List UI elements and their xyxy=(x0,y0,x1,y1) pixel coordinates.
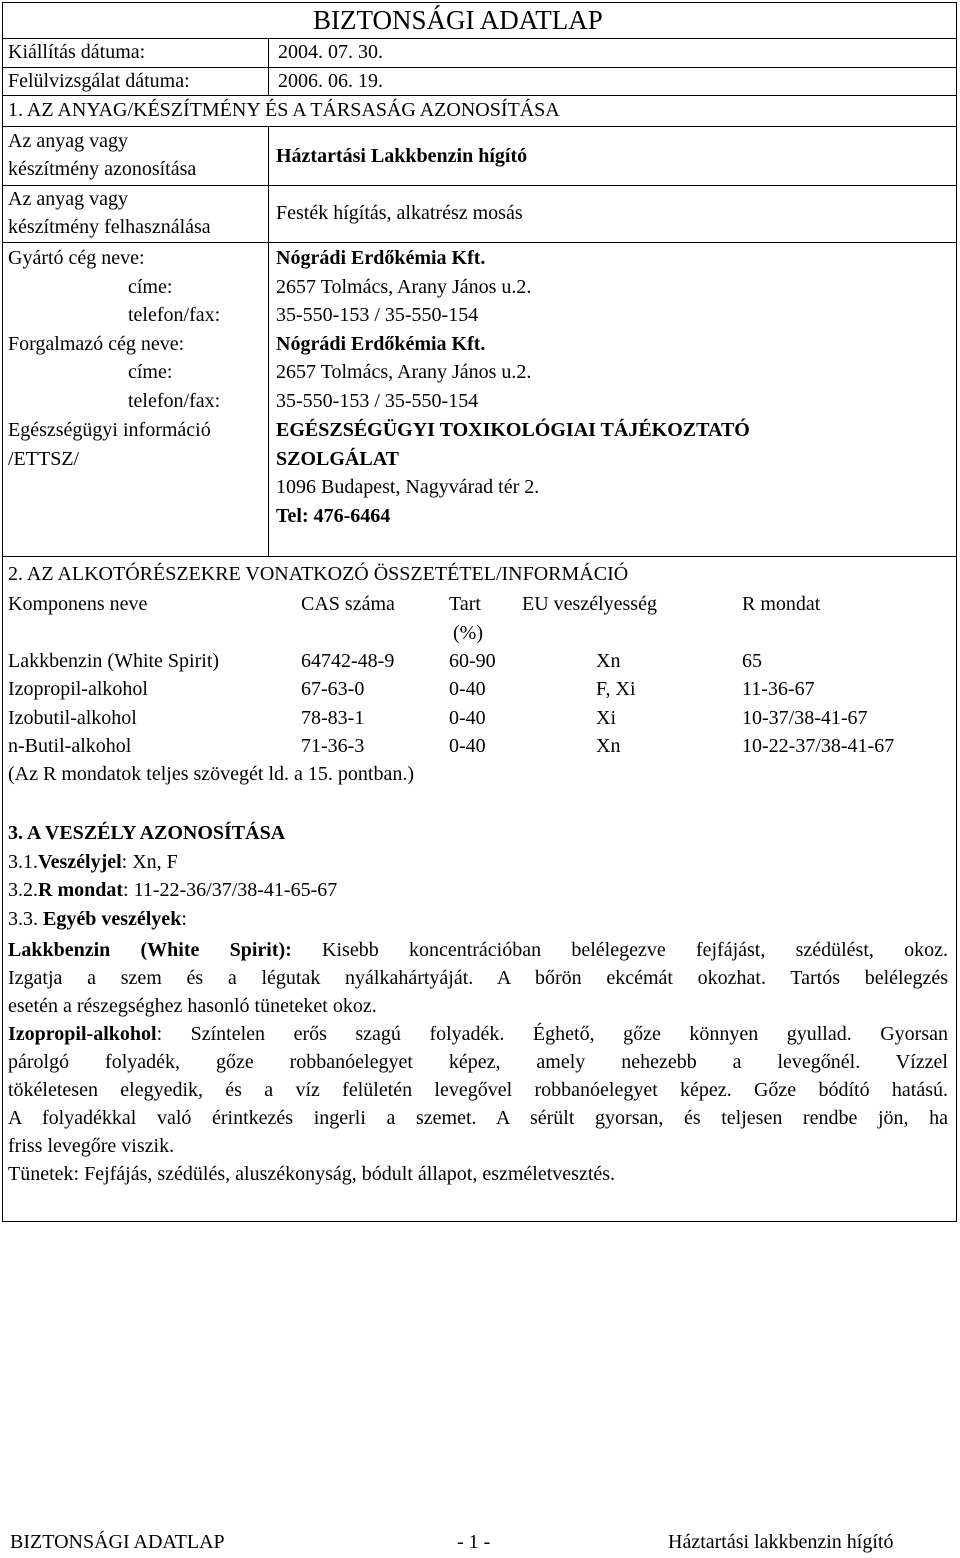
other-hazards-line xyxy=(8,908,187,930)
hazard-symbol-number: 3.1. xyxy=(8,851,38,873)
rule-issue-bottom xyxy=(2,67,957,68)
section2-heading: 2. AZ ALKOTÓRÉSZEKRE VONATKOZÓ ÖSSZETÉTEL/INFORMÁCIÓ xyxy=(8,563,629,585)
col-header-hazard: EU veszélyesség xyxy=(522,593,657,615)
row4-cas: 71-36-3 xyxy=(301,735,365,757)
row3-content: 0-40 xyxy=(449,707,486,729)
row2-content: 0-40 xyxy=(449,678,486,700)
other-hazards-label: Egyéb veszélyek xyxy=(43,908,182,930)
manufacturer-address: 2657 Tolmács, Arany János u.2. xyxy=(276,276,532,298)
other-hazards-number: 3.3. xyxy=(8,908,38,930)
health-service-phone: Tel: 476-6464 xyxy=(276,505,391,527)
health-service-name-line1: EGÉSZSÉGÜGYI TOXIKOLÓGIAI TÁJÉKOZTATÓ xyxy=(276,419,750,441)
row2-hazard: F, Xi xyxy=(596,678,636,700)
distributor-phone: 35-550-153 / 35-550-154 xyxy=(276,390,479,412)
row3-name: Izobutil-alkohol xyxy=(8,707,137,729)
rule-review-bottom xyxy=(2,95,957,96)
white-spirit-lead: Lakkbenzin (White Spirit): xyxy=(8,939,292,961)
isopropanol-line4: A folyadékkal való érintkezés ingerli a szemet. A sérült gyorsan, és teljesen rendbe jön, ha xyxy=(8,1107,948,1129)
col-header-cas: CAS száma xyxy=(301,593,395,615)
id-label-line1: Az anyag vagy xyxy=(8,130,128,152)
section3-heading: 3. A VESZÉLY AZONOSÍTÁSA xyxy=(8,822,286,844)
row3-rphrase: 10-37/38-41-67 xyxy=(742,707,868,729)
product-use: Festék hígítás, alkatrész mosás xyxy=(276,202,523,224)
distributor-address: 2657 Tolmács, Arany János u.2. xyxy=(276,361,532,383)
row1-cas: 64742-48-9 xyxy=(301,650,395,672)
isopropanol-line1 xyxy=(8,1020,948,1048)
rule-date-column xyxy=(268,38,269,95)
footer-page-number: - 1 - xyxy=(457,1531,491,1553)
white-spirit-line2: Izgatja a szem és a légutak nyálkahártyáját. A bőrön ekcémát okozhat. Tartós belélegzés xyxy=(8,967,948,989)
isopropanol-lead: Izopropil-alkohol xyxy=(8,1023,157,1045)
hazard-symbol-label: Veszélyjel xyxy=(38,851,122,873)
row2-name: Izopropil-alkohol xyxy=(8,678,148,700)
row3-cas: 78-83-1 xyxy=(301,707,365,729)
rule-use-bottom xyxy=(2,242,957,243)
rule-section1-column xyxy=(268,126,269,556)
rphrase-label: R mondat xyxy=(38,879,124,901)
row1-rphrase: 65 xyxy=(742,650,762,672)
manufacturer-name: Nógrádi Erdőkémia Kft. xyxy=(276,247,486,269)
row4-content: 0-40 xyxy=(449,735,486,757)
rule-title-bottom xyxy=(2,38,957,39)
health-info-label-line2: /ETTSZ/ xyxy=(8,448,80,470)
isopropanol-line2: párolgó folyadék, gőze robbanóelegyet képez, amely nehezebb a levegőnél. Vízzel xyxy=(8,1051,948,1073)
rphrase-note: (Az R mondatok teljes szövegét ld. a 15. pontban.) xyxy=(8,763,415,785)
hazard-symbol-value: : Xn, F xyxy=(121,851,178,873)
distributor-address-label: címe: xyxy=(128,361,173,383)
rphrase-line xyxy=(8,879,337,901)
white-spirit-text1: Kisebb koncentrációban belélegezve fejfájást, szédülést, okoz. xyxy=(291,939,948,961)
row2-rphrase: 11-36-67 xyxy=(742,678,815,700)
id-label-line2: készítmény azonosítása xyxy=(8,158,197,180)
white-spirit-line1 xyxy=(8,936,948,964)
symptoms-line: Tünetek: Fejfájás, szédülés, aluszékonyság, bódult állapot, eszméletvesztés. xyxy=(8,1163,616,1185)
rule-id-bottom xyxy=(2,185,957,186)
manufacturer-phone: 35-550-153 / 35-550-154 xyxy=(276,304,479,326)
document-title: BIZTONSÁGI ADATLAP xyxy=(313,5,603,35)
isopropanol-line3: tökéletesen elegyedik, és a víz felületén levegővel robbanóelegyet képez. Gőze bódító hatású. xyxy=(8,1079,948,1101)
manufacturer-label: Gyártó cég neve: xyxy=(8,247,145,269)
review-date-label: Felülvizsgálat dátuma: xyxy=(8,70,190,92)
section1-heading: 1. AZ ANYAG/KÉSZÍTMÉNY ÉS A TÁRSASÁG AZONOSÍTÁSA xyxy=(8,99,560,121)
row4-rphrase: 10-22-37/38-41-67 xyxy=(742,735,895,757)
row2-cas: 67-63-0 xyxy=(301,678,365,700)
health-service-address: 1096 Budapest, Nagyvárad tér 2. xyxy=(276,476,540,498)
footer-left: BIZTONSÁGI ADATLAP xyxy=(10,1531,225,1553)
manufacturer-address-label: címe: xyxy=(128,276,173,298)
rule-section1-heading-bottom xyxy=(2,126,957,127)
issue-date-label: Kiállítás dátuma: xyxy=(8,41,146,63)
row1-hazard: Xn xyxy=(596,650,621,672)
isopropanol-line5: friss levegőre viszik. xyxy=(8,1135,175,1157)
row3-hazard: Xi xyxy=(596,707,616,729)
product-name: Háztartási Lakkbenzin hígító xyxy=(276,145,528,167)
col-header-content-unit: (%) xyxy=(453,622,483,644)
use-label-line2: készítmény felhasználása xyxy=(8,216,211,238)
distributor-label: Forgalmazó cég neve: xyxy=(8,333,185,355)
isopropanol-text1: : Színtelen erős szagú folyadék. Éghető, gőze könnyen gyullad. Gyorsan xyxy=(156,1023,948,1045)
col-header-content: Tart xyxy=(449,593,481,615)
review-date-value: 2006. 06. 19. xyxy=(278,70,383,92)
row1-name: Lakkbenzin (White Spirit) xyxy=(8,650,220,672)
row4-name: n-Butil-alkohol xyxy=(8,735,132,757)
rphrase-value: : 11-22-36/37/38-41-65-67 xyxy=(123,879,338,901)
issue-date-value: 2004. 07. 30. xyxy=(278,41,383,63)
hazard-description xyxy=(8,936,948,1188)
white-spirit-line3: esetén a részegséghez hasonló tüneteket okoz. xyxy=(8,995,377,1017)
col-header-component: Komponens neve xyxy=(8,593,148,615)
other-hazards-colon: : xyxy=(181,908,187,930)
footer-right: Háztartási lakkbenzin hígító xyxy=(668,1531,894,1553)
distributor-name: Nógrádi Erdőkémia Kft. xyxy=(276,333,486,355)
hazard-symbol-line xyxy=(8,851,178,873)
health-service-name-line2: SZOLGÁLAT xyxy=(276,448,399,470)
rule-section1-bottom xyxy=(2,556,957,557)
row4-hazard: Xn xyxy=(596,735,621,757)
health-info-label-line1: Egészségügyi információ xyxy=(8,419,211,441)
col-header-rphrase: R mondat xyxy=(742,593,821,615)
use-label-line1: Az anyag vagy xyxy=(8,188,128,210)
distributor-phone-label: telefon/fax: xyxy=(128,390,221,412)
manufacturer-phone-label: telefon/fax: xyxy=(128,304,221,326)
row1-content: 60-90 xyxy=(449,650,496,672)
rphrase-number: 3.2. xyxy=(8,879,38,901)
